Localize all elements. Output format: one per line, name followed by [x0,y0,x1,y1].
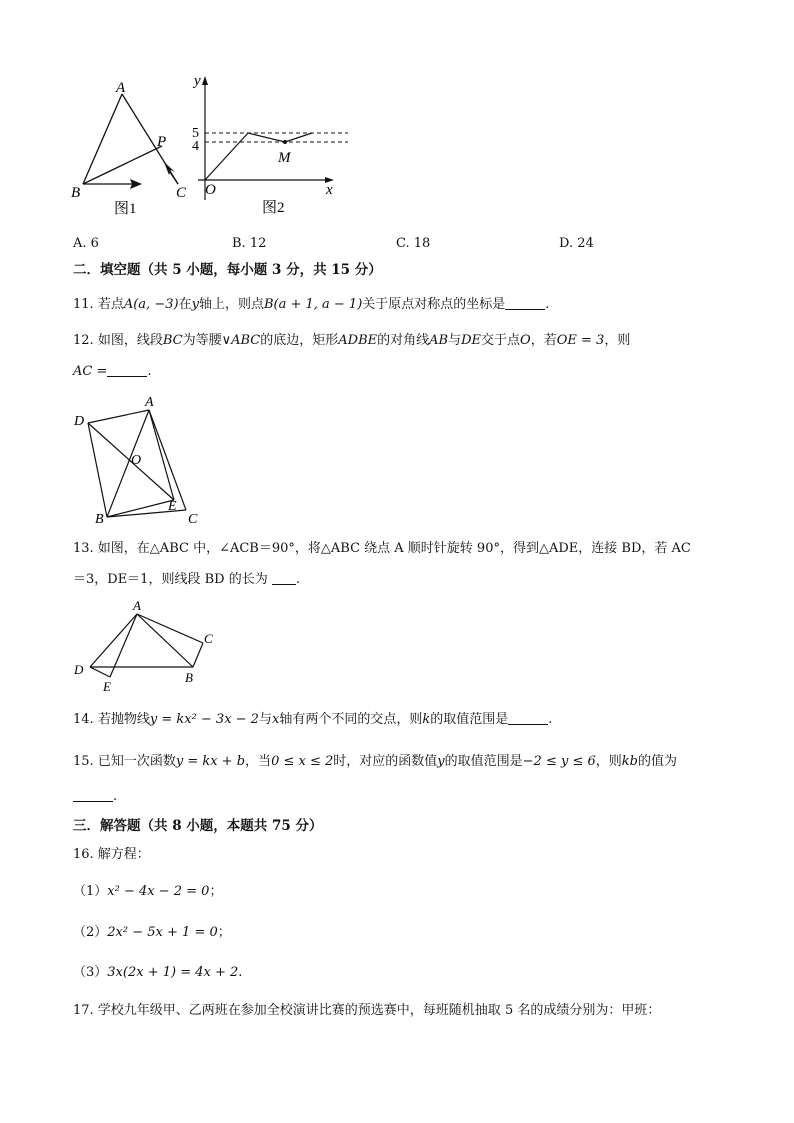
question-15 [73,753,677,771]
question-11 [73,296,549,314]
q11-t4: 关于原点对称点的坐标是 [362,297,506,312]
q14-t2: 与 [258,712,272,727]
question-13-line-2 [73,571,300,589]
option-d: D. 24 [559,236,594,251]
q12-line2: AC = [73,364,108,379]
q12-t5: 与 [448,333,462,348]
label-p: P [157,134,167,150]
q12-t2: 为等腰∨ [182,333,232,348]
q14-m2: x [271,712,280,727]
tick-5: 5 [192,126,199,141]
q16-item2-num: （2） [73,925,108,940]
label-o: O [205,182,216,198]
q15-end: . [113,789,118,804]
question-14 [73,711,552,729]
question-15-line-2 [73,788,117,806]
q12-t3: 的底边，矩形 [260,333,339,348]
arrow-up-icon [164,162,175,175]
label-m: M [278,150,291,166]
q15-t1: 已知一次函数 [97,754,176,769]
figure-q12 [66,392,216,532]
segment-ac [137,614,203,643]
q15-t4: 的取值范围是 [444,754,523,769]
q11-m1: A(a, −3) [123,297,179,312]
q14-num: 14. [73,712,94,727]
question-12-line-1 [73,332,630,350]
label-c: C [176,185,187,201]
y-axis-arrow-icon [202,76,208,85]
answer-blank [508,712,548,725]
q12-t4: 的对角线 [377,333,430,348]
label-e: E [168,499,177,514]
question-12-line-2 [73,363,152,381]
segment-ac [149,410,186,510]
segment-bp [83,146,162,184]
q12-m3: ADBE [338,333,378,348]
option-b: B. 12 [232,236,267,251]
q11-t2: 在 [178,297,192,312]
answer-blank [272,572,296,585]
segment-ae [149,410,174,500]
q12-num: 12. [73,333,94,348]
q15-t5: ，则 [595,754,622,769]
option-a: A. 6 [73,236,99,251]
q14-t1: 若抛物线 [97,712,150,727]
label-a: A [145,395,154,410]
q12-m7: OE = 3 [556,333,605,348]
question-16-title: 16. 解方程： [73,847,150,862]
caption-fig2: 图2 [262,200,285,216]
graph-line [205,133,312,180]
q16-item3-num: （3） [73,965,108,980]
answer-blank [73,789,113,802]
q15-m1: y = kx + b [175,754,246,769]
q12-m4: AB [429,333,449,348]
q16-item2-expr: 2x² − 5x + 1 = 0 [107,925,218,940]
q16-item1-num: （1） [73,884,108,899]
caption-fig1: 图1 [114,201,137,217]
q12-t8: ，则 [604,333,631,348]
q14-m3: k [422,712,431,727]
point-m [283,140,287,144]
q12-m1: BC [162,333,183,348]
segment-ad [90,614,137,667]
q13-line2: ＝3，DE＝1，则线段 BD 的长为 [73,572,268,587]
option-c: C. 18 [396,236,431,251]
segment-ab [83,94,122,184]
q16-item2-end: ； [217,925,231,940]
q15-m5: kb [621,754,638,769]
q15-m2: 0 ≤ x ≤ 2 [271,754,334,769]
figure-1 [66,76,196,221]
q15-t6: 的值为 [637,754,677,769]
section-2-title: 二．填空题（共 5 小题，每小题 3 分，共 15 分） [73,262,382,278]
question-16-item-3 [73,964,242,982]
segment-da [88,410,149,423]
q15-num: 15. [73,754,94,769]
label-e: E [103,679,111,694]
q12-t7: ，若 [530,333,557,348]
label-b: B [185,670,193,685]
q12-m6: O [520,333,531,348]
label-b: B [71,185,81,201]
path-c-to-p [170,172,178,184]
q15-m3: y [437,754,445,769]
section-3-title: 三．解答题（共 8 小题，本题共 75 分） [73,818,323,834]
q11-m3: B(a + 1, a − 1) [263,297,363,312]
q12-t6: 交于点 [481,333,521,348]
q16-item3-end: . [238,965,243,980]
answer-blank [505,297,545,310]
q12-m2: ABC [231,333,261,348]
segment-ab [107,410,149,517]
q14-t4: 的取值范围是 [430,712,509,727]
q15-m4: −2 ≤ y ≤ 6 [522,754,596,769]
segment-cb [193,643,203,667]
q14-end: . [548,712,553,727]
q13-end: . [295,572,300,587]
label-c: C [204,631,213,646]
question-13-line-1: 13. 如图，在△ABC 中，∠ACB＝90°，将△ABC 绕点 A 顺时针旋转 90°，得到△ADE，连接 BD，若 AC [73,541,691,556]
q12-m5: DE [461,333,482,348]
q16-item3-expr: 3x(2x + 1) = 4x + 2 [107,965,239,980]
label-d: D [74,414,85,429]
segment-ab [137,614,193,667]
question-16-item-2 [73,924,231,942]
q11-t1: 若点 [97,297,124,312]
q11-num: 11. [73,297,94,312]
q15-t3: 时，对应的函数值 [333,754,438,769]
q12-end: . [147,364,152,379]
label-a: A [133,598,141,613]
figure-2 [188,72,353,222]
label-x: x [326,182,333,198]
q14-m1: y = kx² − 3x − 2 [149,712,259,727]
q16-item1-end: ； [209,884,223,899]
q11-end: . [545,297,550,312]
label-y: y [194,73,201,89]
question-16-item-1 [73,883,222,901]
segment-de [90,667,110,677]
label-d: D [74,662,84,677]
q11-t3: 轴上，则点 [198,297,264,312]
figure-q13 [66,596,226,698]
q12-t1: 如图，线段 [97,333,163,348]
label-o: O [131,453,142,468]
q14-t3: 轴有两个不同的交点，则 [279,712,423,727]
q16-item1-expr: x² − 4x − 2 = 0 [107,884,210,899]
q11-m2: y [191,297,199,312]
tick-4: 4 [192,139,199,154]
question-17: 17. 学校九年级甲、乙两班在参加全校演讲比赛的预选赛中，每班随机抽取 5 名的成绩分别为：甲班： [73,1003,661,1018]
answer-blank [107,364,147,377]
label-b: B [95,512,104,527]
q15-t2: ，当 [245,754,272,769]
label-c: C [188,512,198,527]
label-a: A [116,80,126,96]
